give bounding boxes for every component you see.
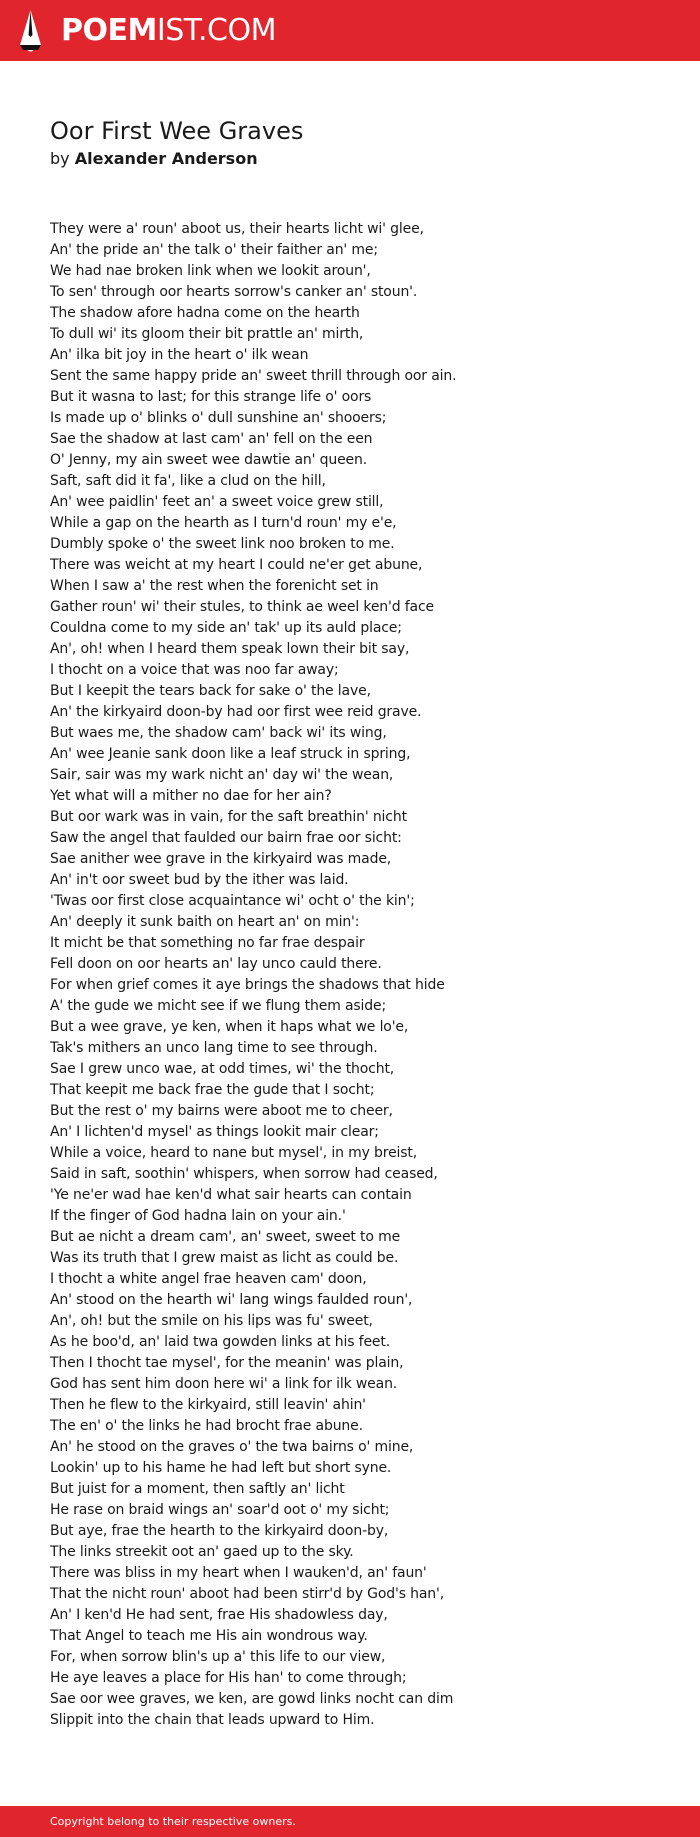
poem-line: An' he stood on the graves o' the twa bairns o' mine, <box>50 1439 414 1455</box>
poem-line: But ae nicht a dream cam', an' sweet, sweet to me <box>50 1229 401 1245</box>
poem-line: An' the kirkyaird doon-by had oor first wee reid grave. <box>50 704 422 720</box>
poem-line: 'Twas oor first close acquaintance wi' ocht o' the kin'; <box>50 893 415 909</box>
poem-line: An' I lichten'd mysel' as things lookit mair clear; <box>50 1124 379 1140</box>
poem-line: An' ilka bit joy in the heart o' ilk wean <box>50 347 309 363</box>
poem-line: Sae anither wee grave in the kirkyaird was made, <box>50 851 392 867</box>
poem-line: For when grief comes it aye brings the shadows that hide <box>50 977 445 993</box>
poem-line: But waes me, the shadow cam' back wi' its wing, <box>50 725 387 741</box>
poem-line: An' wee paidlin' feet an' a sweet voice grew still, <box>50 494 384 510</box>
poem-line: It micht be that something no far frae despair <box>50 935 365 951</box>
poem-line: Was its truth that I grew maist as licht as could be. <box>50 1250 399 1266</box>
poem-line: Saw the angel that faulded our bairn frae oor sicht: <box>50 830 402 846</box>
poem-line: Saft, saft did it fa', like a clud on the hill, <box>50 473 326 489</box>
poem-line: Fell doon on oor hearts an' lay unco cauld there. <box>50 956 382 972</box>
poem-title: Oor First Wee Graves <box>50 117 304 145</box>
poem-line: Sair, sair was my wark nicht an' day wi' the wean, <box>50 767 394 783</box>
poem-line: I thocht a white angel frae heaven cam' doon, <box>50 1271 367 1287</box>
poem-line: Gather roun' wi' their stules, to think ae weel ken'd face <box>50 599 434 615</box>
poem-line: Sae the shadow at last cam' an' fell on the een <box>50 431 373 447</box>
by-label: by <box>50 149 70 168</box>
poem-line: An' deeply it sunk baith on heart an' on min': <box>50 914 360 930</box>
poem-line: God has sent him doon here wi' a link for ilk wean. <box>50 1376 398 1392</box>
poem-line: While a gap on the hearth as I turn'd roun' my e'e, <box>50 515 397 531</box>
poem-line: There was weicht at my heart I could ne'er get abune, <box>50 557 423 573</box>
poem-line: Lookin' up to his hame he had left but short syne. <box>50 1460 392 1476</box>
poem-line: That the nicht roun' aboot had been stirr'd by God's han', <box>50 1586 445 1602</box>
poem-line: Sae I grew unco wae, at odd times, wi' the thocht, <box>50 1061 395 1077</box>
poem-line: But I keepit the tears back for sake o' the lave, <box>50 683 371 699</box>
poem-byline <box>50 147 258 171</box>
poem-line: They were a' roun' aboot us, their hearts licht wi' glee, <box>50 221 424 237</box>
poem-line: Sent the same happy pride an' sweet thrill through oor ain. <box>50 368 457 384</box>
pen-nib-icon[interactable] <box>18 9 43 52</box>
poem-line: Then I thocht tae mysel', for the meanin' was plain, <box>50 1355 404 1371</box>
poem-line: An', oh! but the smile on his lips was fu' sweet, <box>50 1313 373 1329</box>
copyright-text: Copyright belong to their respective owners. <box>50 1815 296 1828</box>
poem-line: Slippit into the chain that leads upward to Him. <box>50 1712 375 1728</box>
poem-line: The en' o' the links he had brocht frae abune. <box>50 1418 363 1434</box>
author-name[interactable]: Alexander Anderson <box>74 149 258 168</box>
site-footer <box>0 1806 700 1837</box>
poem-line: But oor wark was in vain, for the saft breathin' nicht <box>50 809 407 825</box>
poem-line: He rase on braid wings an' soar'd oot o' my sicht; <box>50 1502 390 1518</box>
poem-line: Couldna come to my side an' tak' up its auld place; <box>50 620 402 636</box>
poem-line: Yet what will a mither no dae for her ain? <box>50 788 332 804</box>
poem-line: When I saw a' the rest when the forenicht set in <box>50 578 379 594</box>
poem-line: But a wee grave, ye ken, when it haps what we lo'e, <box>50 1019 409 1035</box>
poem-line: An', oh! when I heard them speak lown their bit say, <box>50 641 410 657</box>
poem-line: While a voice, heard to nane but mysel', in my breist, <box>50 1145 418 1161</box>
poem-line: A' the gude we micht see if we flung them aside; <box>50 998 387 1014</box>
poem-line: That Angel to teach me His ain wondrous way. <box>50 1628 368 1644</box>
poem-line: The links streekit oot an' gaed up to the sky. <box>50 1544 354 1560</box>
poem-line: For, when sorrow blin's up a' this life to our view, <box>50 1649 386 1665</box>
poem-line: But aye, frae the hearth to the kirkyaird doon-by, <box>50 1523 389 1539</box>
poem-line: The shadow afore hadna come on the hearth <box>50 305 360 321</box>
poem-line: An' the pride an' the talk o' their faither an' me; <box>50 242 378 258</box>
poem-line: There was bliss in my heart when I wauken'd, an' faun' <box>50 1565 427 1581</box>
poem-line: He aye leaves a place for His han' to come through; <box>50 1670 407 1686</box>
poem-line: If the finger of God hadna lain on your ain.' <box>50 1208 346 1224</box>
logo-text-light: IST.COM <box>156 13 276 48</box>
poem-line: An' I ken'd He had sent, frae His shadowless day, <box>50 1607 388 1623</box>
poem-line: An' in't oor sweet bud by the ither was laid. <box>50 872 349 888</box>
poem-line: Then he flew to the kirkyaird, still leavin' ahin' <box>50 1397 366 1413</box>
poem-line: Dumbly spoke o' the sweet link noo broken to me. <box>50 536 395 552</box>
poem-line: 'Ye ne'er wad hae ken'd what sair hearts can contain <box>50 1187 412 1203</box>
poem-line: That keepit me back frae the gude that I socht; <box>50 1082 375 1098</box>
poem-line: To sen' through oor hearts sorrow's canker an' stoun'. <box>50 284 418 300</box>
poem-line: I thocht on a voice that was noo far away; <box>50 662 339 678</box>
poem-line: An' stood on the hearth wi' lang wings faulded roun', <box>50 1292 413 1308</box>
poem-line: But the rest o' my bairns were aboot me to cheer, <box>50 1103 393 1119</box>
site-header <box>0 0 700 61</box>
poem-line: Tak's mithers an unco lang time to see through. <box>50 1040 378 1056</box>
poem-line: An' wee Jeanie sank doon like a leaf struck in spring, <box>50 746 411 762</box>
poem-line: To dull wi' its gloom their bit prattle an' mirth, <box>50 326 364 342</box>
poem-line: Said in saft, soothin' whispers, when sorrow had ceased, <box>50 1166 438 1182</box>
poem-body <box>50 219 670 1731</box>
poem-line: But juist for a moment, then saftly an' licht <box>50 1481 345 1497</box>
poem-line: We had nae broken link when we lookit aroun', <box>50 263 371 279</box>
poem-line: As he boo'd, an' laid twa gowden links at his feet. <box>50 1334 391 1350</box>
site-logo[interactable] <box>61 11 276 51</box>
poem-line: But it wasna to last; for this strange life o' oors <box>50 389 372 405</box>
poem-line: Sae oor wee graves, we ken, are gowd links nocht can dim <box>50 1691 454 1707</box>
poem-line: O' Jenny, my ain sweet wee dawtie an' queen. <box>50 452 368 468</box>
logo-text-strong: POEM <box>61 13 157 48</box>
poem-line: Is made up o' blinks o' dull sunshine an' shooers; <box>50 410 387 426</box>
